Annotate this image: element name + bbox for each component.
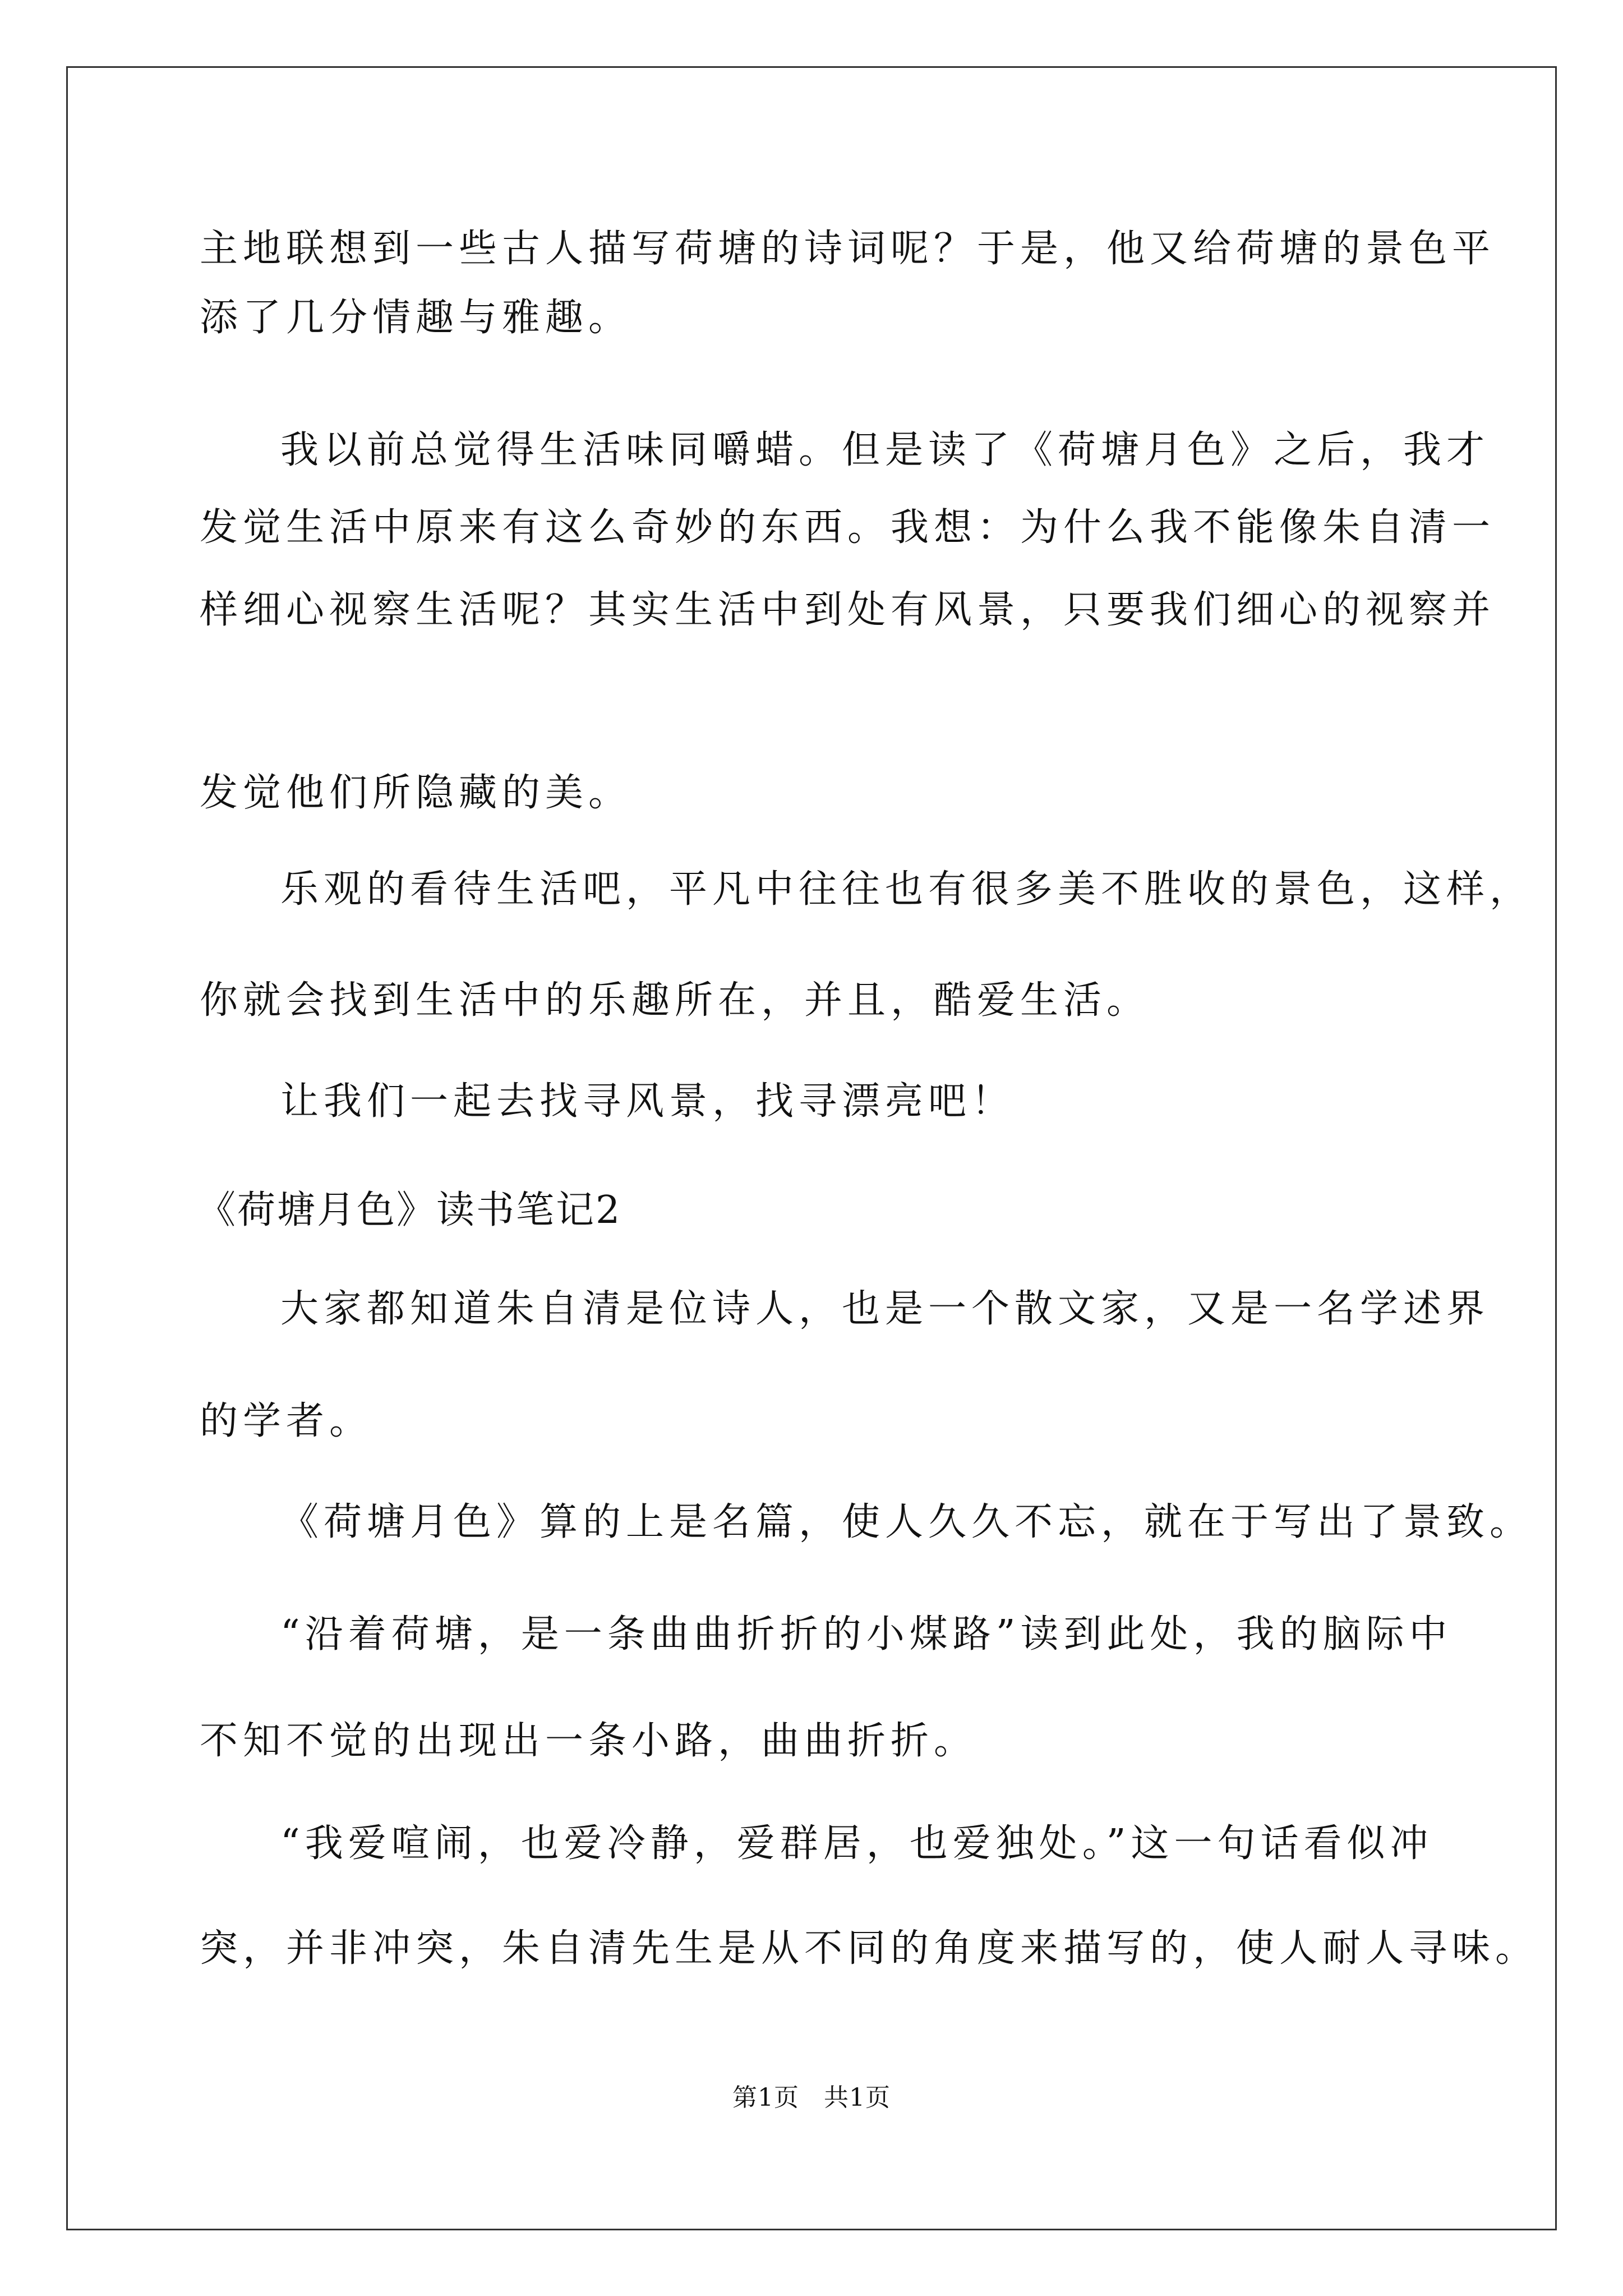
paragraph-line: “我爱喧闹，也爱冷静，爱群居，也爱独处。”这一句话看似冲 xyxy=(280,1821,1433,1866)
paragraph-line: 主地联想到一些古人描写荷塘的诗词呢？于是，他又给荷塘的景色平 xyxy=(200,227,1496,271)
section-heading: 《荷塘月色》读书笔记2 xyxy=(197,1188,622,1232)
paragraph-line: 的学者。 xyxy=(200,1399,373,1443)
paragraph-line: 不知不觉的出现出一条小路，曲曲折折。 xyxy=(200,1719,978,1763)
paragraph-line: 我以前总觉得生活味同嚼蜡。但是读了《荷塘月色》之后，我才 xyxy=(280,428,1490,472)
paragraph-line: 突，并非冲突，朱自清先生是从不同的角度来描写的，使人耐人寻味。 xyxy=(200,1926,1539,1971)
paragraph-line: 样细心视察生活呢？其实生活中到处有风景，只要我们细心的视察并 xyxy=(200,588,1496,632)
paragraph-line: “沿着荷塘，是一条曲曲折折的小煤路”读到此处，我的脑际中 xyxy=(280,1612,1453,1657)
page-number: 第1页 xyxy=(732,2083,799,2112)
page-total: 共1页 xyxy=(824,2083,891,2112)
paragraph-line: 大家都知道朱自清是位诗人，也是一个散文家，又是一名学述界 xyxy=(280,1287,1490,1331)
paragraph-line: 《荷塘月色》算的上是名篇，使人久久不忘，就在于写出了景致。 xyxy=(280,1500,1533,1544)
paragraph-line: 你就会找到生活中的乐趣所在，并且，酷爱生活。 xyxy=(200,978,1150,1023)
page-border xyxy=(66,66,1557,2230)
paragraph-line: 发觉生活中原来有这么奇妙的东西。我想：为什么我不能像朱自清一 xyxy=(200,505,1496,550)
paragraph-line: 乐观的看待生活吧，平凡中往往也有很多美不胜收的景色，这样， xyxy=(280,867,1533,912)
paragraph-line: 发觉他们所隐藏的美。 xyxy=(200,771,632,815)
page-footer xyxy=(0,2083,1623,2112)
paragraph-line: 添了几分情趣与雅趣。 xyxy=(200,296,632,340)
paragraph-line: 让我们一起去找寻风景，找寻漂亮吧！ xyxy=(280,1079,1015,1124)
